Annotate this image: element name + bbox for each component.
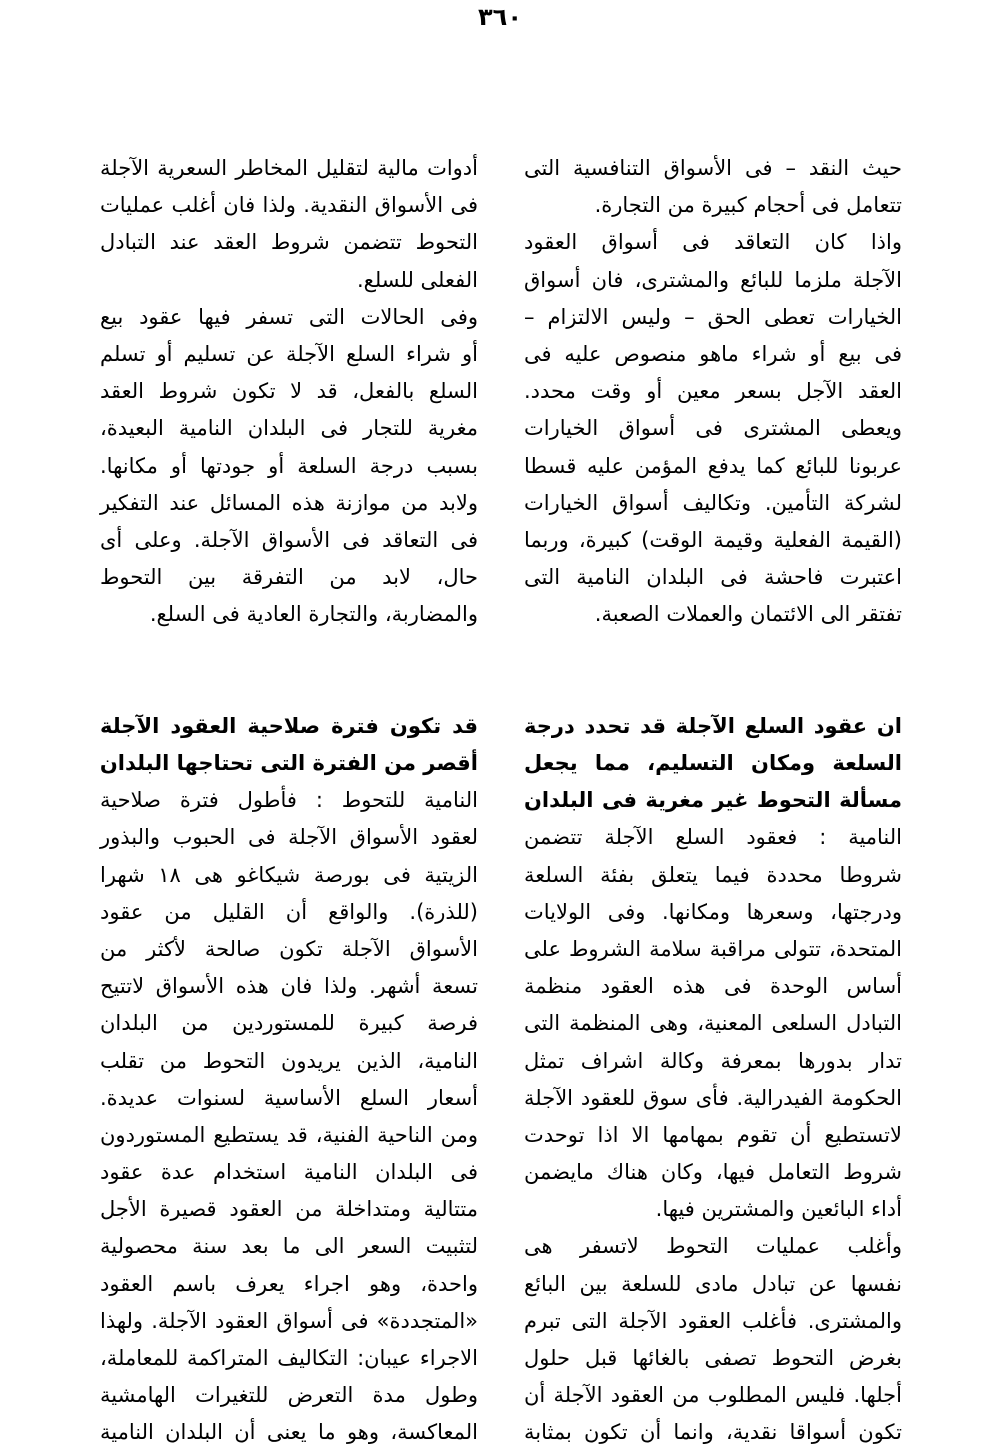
text-line: وفى الحالات التى تسفر فيها عقود بيع <box>100 304 478 329</box>
text-line: أدوات مالية لتقليل المخاطر السعرية الآجلة <box>100 156 478 180</box>
text-line: الحكومة الفيدرالية. فأى سوق للعقود الآجلة <box>524 1085 902 1110</box>
text-line: أساس الوحدة فى هذه العقود منظمة <box>524 974 902 999</box>
text-line: وطول مدة التعرض للتغيرات الهامشية <box>100 1383 478 1408</box>
text-line: أو شراء السلع الآجلة عن تسليم أو تسلم <box>100 341 478 366</box>
text-line: شروط التعامل فيها، وكان هناك مايضمن <box>524 1160 902 1185</box>
text-line: أسعار السلع الأساسية لسنوات عديدة. <box>100 1085 478 1110</box>
text-line: تدار بدورها بمعرفة وكالة اشراف تمثل <box>524 1048 902 1073</box>
text-line: النامية للتحوط : فأطول فترة صلاحية <box>100 788 478 813</box>
section-gap <box>100 633 478 670</box>
text-line: أداء البائعين والمشترين فيها. <box>655 1197 902 1222</box>
right-column <box>524 150 902 1452</box>
left-column <box>100 150 478 1452</box>
text-line: واحدة، وهو اجراء يعرف باسم العقود <box>100 1271 478 1296</box>
text-line: مغرية للتجار فى البلدان النامية البعيدة، <box>100 416 478 441</box>
text-line: نفسها عن تبادل مادى للسلعة بين البائع <box>524 1271 902 1296</box>
page-number: ٣٦٠ <box>478 3 522 31</box>
text-line: ويعطى المشترى فى أسواق الخيارات <box>524 416 902 441</box>
text-line: لشركة التأمين. وتكاليف أسواق الخيارات <box>524 490 902 515</box>
text-line: فى التعاقد فى الأسواق الآجلة. وعلى أى <box>100 527 478 552</box>
text-line: الآجلة ملزما للبائع والمشترى، فان أسواق <box>524 267 902 292</box>
text-line: لاتستطيع أن تقوم بمهامها الا اذا توحدت <box>524 1122 902 1147</box>
text-line: الخيارات تعطى الحق – وليس الالتزام – <box>524 304 902 329</box>
text-line: «المتجددة» فى أسواق العقود الآجلة. ولهذا <box>100 1308 478 1333</box>
text-line: المعاكسة، وهو ما يعنى أن البلدان النامية <box>100 1420 478 1445</box>
text-line: أجلها. فليس المطلوب من العقود الآجلة أن <box>524 1383 902 1408</box>
text-line: النامية، الذين يريدون التحوط من تقلب <box>100 1048 478 1073</box>
text-line: النامية : فعقود السلع الآجلة تتضمن <box>524 825 902 850</box>
heading-line: قد تكون فترة صلاحية العقود الآجلة <box>100 713 478 738</box>
text-line: فى بيع أو شراء ماهو منصوص عليه فى <box>524 341 902 366</box>
text-line: عربونا للبائع كما يدفع المؤمن عليه قسطا <box>524 453 902 478</box>
text-line: حيث النقد – فى الأسواق التنافسية التى <box>524 156 902 180</box>
text-line: ودرجتها، وسعرها ومكانها. وفى الولايات <box>524 899 902 924</box>
section-gap <box>524 671 902 708</box>
text-line: والمشترى. فأغلب العقود الآجلة التى تبرم <box>524 1308 902 1333</box>
right-column-block-1 <box>524 150 902 633</box>
left-column-block-1 <box>100 150 478 633</box>
text-line: متتالية ومتداخلة من العقود قصيرة الأجل <box>100 1197 478 1222</box>
text-line: شروطا محددة فيما يتعلق بفئة السلعة <box>524 862 902 887</box>
text-line: تتعامل فى أحجام كبيرة من التجارة. <box>594 193 902 218</box>
text-line: واذا كان التعاقد فى أسواق العقود <box>524 230 902 255</box>
text-line: تكون أسواقا نقدية، وانما أن تكون بمثابة <box>524 1420 902 1445</box>
text-line: اعتبرت فاحشة فى البلدان النامية التى <box>524 565 902 590</box>
text-line: الاجراء عيبان: التكاليف المتراكمة للمعاملة، <box>100 1346 478 1370</box>
text-line: السلع بالفعل، قد لا تكون شروط العقد <box>100 379 478 404</box>
text-line: التبادل السلعى المعنية، وهى المنظمة التى <box>524 1011 902 1036</box>
text-line: الزيتية فى بورصة شيكاغو هى ١٨ شهرا <box>100 862 479 887</box>
text-line: حال، لابد من التفرقة بين التحوط <box>100 565 478 590</box>
text-line: فرصة كبيرة للمستوردين من البلدان <box>100 1011 478 1036</box>
text-line: تسعة أشهر. ولذا فان هذه الأسواق لاتتيح <box>100 974 478 999</box>
text-line: تفتقر الى الائتمان والعملات الصعبة. <box>594 602 902 627</box>
text-line: التحوط تتضمن شروط العقد عند التبادل <box>100 230 478 255</box>
text-line: ولابد من موازنة هذه المسائل عند التفكير <box>100 490 478 515</box>
section-gap <box>100 671 478 708</box>
text-line: وأغلب عمليات التحوط لاتسفر هى <box>524 1234 902 1259</box>
text-line: الفعلى للسلع. <box>356 267 478 292</box>
text-line: (القيمة الفعلية وقيمة الوقت) كبيرة، وربما <box>524 527 902 552</box>
text-line: فى البلدان النامية استخدام عدة عقود <box>100 1160 478 1185</box>
text-line: والمضاربة، والتجارة العادية فى السلع. <box>149 602 478 627</box>
text-line: بسبب درجة السلعة أو جودتها أو مكانها. <box>100 453 478 478</box>
text-line: الأسواق الآجلة تكون صالحة لأكثر من <box>100 936 478 961</box>
text-line: بغرض التحوط تصفى بالغائها قبل حلول <box>524 1346 902 1370</box>
text-line: المتحدة، تتولى مراقبة سلامة الشروط على <box>524 936 902 961</box>
text-line: العقد الآجل بسعر معين أو وقت محدد. <box>524 379 902 404</box>
left-column-block-2-heading-section <box>100 708 478 1452</box>
section-gap <box>524 633 902 670</box>
text-line: لعقود الأسواق الآجلة فى الحبوب والبذور <box>100 825 478 850</box>
text-line: ومن الناحية الفنية، قد يستطيع المستوردون <box>100 1122 478 1147</box>
heading-line: مسألة التحوط غير مغرية فى البلدان <box>524 788 902 813</box>
text-line: فى الأسواق النقدية. ولذا فان أغلب عمليات <box>100 193 478 218</box>
heading-line: أقصر من الفترة التى تحتاجها البلدان <box>99 751 478 775</box>
heading-line: السلعة ومكان التسليم، مما يجعل <box>524 751 902 775</box>
heading-line: ان عقود السلع الآجلة قد تحدد درجة <box>524 713 902 738</box>
text-line: لتثبيت السعر الى ما بعد سنة محصولية <box>100 1234 478 1259</box>
right-column-block-2-heading-section <box>524 708 902 1452</box>
text-line: (للذرة). والواقع أن القليل من عقود <box>100 899 478 924</box>
